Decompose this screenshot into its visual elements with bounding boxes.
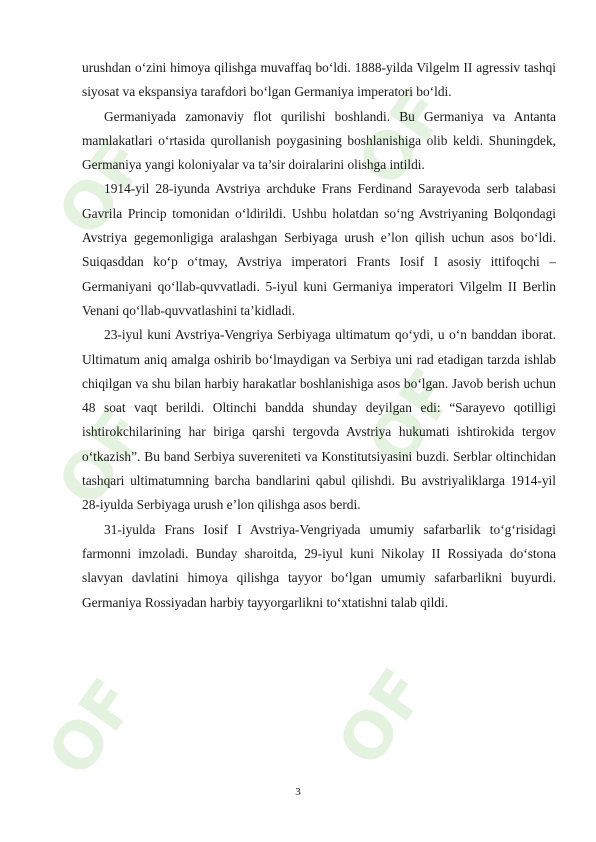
watermark-mark: OF bbox=[354, 356, 472, 480]
watermark-mark: OF bbox=[44, 396, 162, 520]
watermark-mark: OF bbox=[344, 76, 462, 200]
document-body bbox=[82, 56, 556, 615]
watermark-mark: OF bbox=[324, 656, 442, 780]
paragraph: 23-iyul kuni Avstriya-Vengriya Serbiyaga ultimatum qo‘ydi, u o‘n banddan iborat. Ultimatum aniq amalga oshirib bo‘lmaydigan va Serbiya uni rad etadigan tarzda ishlab chiqilgan va shu bilan harbiy harakatlar boshlanishiga asos bo‘lgan. Javob berish uchun 48 soat vaqt berildi. Oltinchi bandda shunday deyilgan edi: “Sarayevo qotilligi ishtirokchilarining har biriga qarshi tergovda Avstriya hukumati ishtirokida tergov o‘tkazish”. Bu band Serbiya suvereniteti va Konstitutsiyasini buzdi. Serblar oltinchidan tashqari ultimatumning barcha bandlarini qabul qilishdi. Bu avstriyaliklarga 1914-yil 28-iyulda Serbiyaga urush e’lon qilishga asos berdi. bbox=[82, 327, 556, 513]
watermark-mark: OF bbox=[34, 666, 152, 790]
paragraph: urushdan o‘zini himoya qilishga muvaffaq bo‘ldi. 1888-yilda Vilgelm II agressiv tashqi siyosat va ekspansiya tarafdori bo‘lgan Germaniya imperatori bo‘ldi. bbox=[82, 60, 556, 100]
page-number: 3 bbox=[295, 786, 301, 798]
paragraph: 1914-yil 28-iyunda Avstriya archduke Frans Ferdinand Sarayevoda serb talabasi Gavrila Princip tomonidan o‘ldirildi. Ushbu holatdan so‘ng Avstriyaning Bolqondagi Avstriya gegemonligiga aralashgan Serbiyaga urush e’lon qilish uchun asos bo‘ldi. Suiqasddan ko‘p o‘tmay, Avstriya imperatori Frants Iosif I asosiy ittifoqchi – Germaniyani qo‘llab-quvvatladi. 5-iyul kuni Germaniya imperatori Vilgelm II Berlin Venani qo‘llab-quvvatlashini ta’kidladi. bbox=[82, 181, 556, 318]
watermark-mark: OF bbox=[44, 126, 162, 250]
paragraph: 31-iyulda Frans Iosif I Avstriya-Vengriyada umumiy safarbarlik to‘g‘risidagi farmonni imzoladi. Bunday sharoitda, 29-iyul kuni Nikolay II Rossiyada do‘stona slavyan davlatini himoya qilishga tayyor bo‘lgan umumiy safarbarlikni buyurdi. Germaniya Rossiyadan harbiy tayyorgarlikni to‘xtatishni talab qildi. bbox=[82, 521, 556, 610]
paragraph: Germaniyada zamonaviy flot qurilishi boshlandi. Bu Germaniya va Antanta mamlakatlari o‘rtasida qurollanish poygasining boshlanishiga olib keldi. Shuningdek, Germaniya yangi koloniyalar va ta’sir doiralarini olishga intildi. bbox=[82, 108, 556, 173]
